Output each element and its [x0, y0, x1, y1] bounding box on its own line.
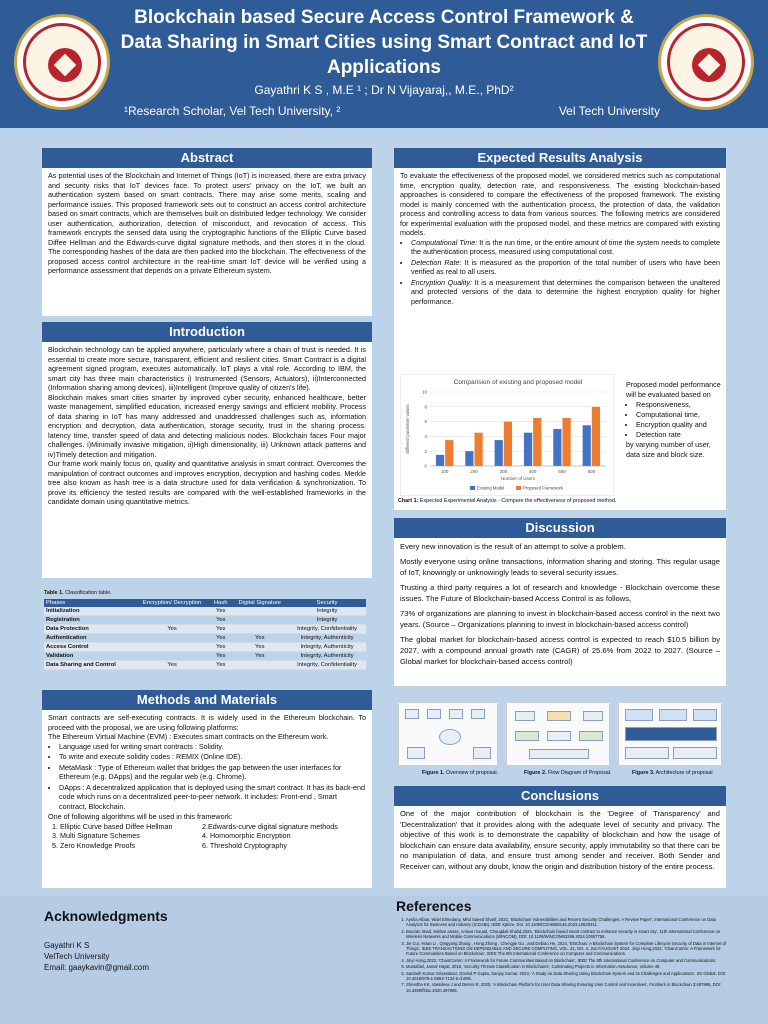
- bottom-band: [0, 896, 768, 1024]
- metric-detection-rate: • Detection Rate: It is measured as the proportion of the total number of users who have been verified as real to all users.: [411, 258, 720, 277]
- references-section: [396, 898, 728, 994]
- methods-bullet: • Language used for writing smart contracts : Solidity.: [59, 742, 366, 752]
- ack-line: Gayathri K S: [44, 941, 90, 950]
- table-cell: [134, 652, 210, 661]
- classification-table: [44, 599, 366, 670]
- abstract-text: As potential uses of the Blockchain and Internet of Things (IoT) is increased, there are extra privacy and security risks that IoT devices face. To protect users' privacy on the IoT, we built an authentication system based on smart contracts. There may arise some merits, scaling and performance issues. This proposed framework sets out to construct an access control architecture based on smart contracts, which are themselves built on distributed ledger technology. We consider user authentication, authorization, detection of misconduct, and revocation of access. This framework encrypts the sensed data using the cryptographic functions of the Elliptic Curve based Diffee Hellman and the Edwards-curve digital signature methods, and then stores it in the cloud. The corresponding hashes of the data are then packed into the blockchain. The effectiveness of the proposed access control architecture in the real-time smart IoT device will be verified using a performance assessment that depends on a private Ethereum system.: [48, 171, 366, 275]
- y-tick-label: 6: [424, 419, 427, 425]
- table-cell: Integrity, Confidentiality: [288, 625, 366, 634]
- figure-1-caption: Figure 1. Overview of proposal.: [422, 770, 499, 776]
- legend-swatch: [470, 486, 475, 490]
- table-cell: [231, 607, 288, 616]
- reference-item: 4. Jinyi Hong,2022, 'ChainComm: A Framework for Future Communities Based on Blockchain', IEEE The 8th International Conference on Computer and Communications.: [406, 958, 728, 963]
- table-cell: Yes: [210, 643, 231, 652]
- table-cell: Integrity, Confidentiality: [288, 661, 366, 670]
- methods-evm: The Ethereum Virtual Machine (EVM) : Executes smart contracts on the Ethereum work.: [48, 732, 329, 741]
- conclusions-text: One of the major contribution of blockchain is the 'Degree of Transparency' and 'Decentralization' that it provides along with the adequate level of security and privacy. The objective of this work is to demonstrate the capability of blockchain and how the usage of blockchain can ensure data availability, ensure security, apply immutability so that there can be no manipulation of data, and ensure trust among sender and receiver. Both Sender and Receiver can, without any doubt, know the origin and distribution history of the entire process.: [400, 809, 720, 871]
- table-cell: Data Protection: [44, 625, 134, 634]
- table-cell: [134, 607, 210, 616]
- figures-strip: [394, 700, 726, 780]
- table-cell: Integrity: [288, 607, 366, 616]
- table-header-cell: Hash: [210, 599, 231, 607]
- y-tick-label: 0: [424, 463, 427, 469]
- results-intro: To evaluate the effectiveness of the proposed model, we considered metrics such as computational time, encryption quality, detection rate, and responsiveness. The existing blockchain-based approaches is considered to compare the effectiveness of the proposed framework. The existing model is mainly concerned with the authentication process, the protection of data, the validation process and controlling access to data from various sources. The following metrics are considered for experimental evaluation with the proposed model, and these metrics are compared with existing models.: [400, 171, 720, 237]
- algorithm-item: 4. Homomorphic Encryption: [202, 831, 291, 840]
- bar-existing: [495, 440, 503, 466]
- algorithms-list: [48, 822, 366, 851]
- figure-3-caption: Figure 3. Architecture of proposal: [632, 770, 713, 776]
- legend-label: Proposed Framework: [523, 485, 564, 491]
- bar-existing: [436, 455, 444, 466]
- bar-existing: [553, 429, 561, 466]
- table-row: [44, 625, 366, 634]
- table-row: [44, 634, 366, 643]
- table-cell: [231, 616, 288, 625]
- introduction-heading: Introduction: [42, 322, 372, 342]
- table-header-cell: Digital Signature: [231, 599, 288, 607]
- discussion-heading: Discussion: [394, 518, 726, 538]
- x-tick-label: 100: [440, 469, 449, 474]
- table-cell: Access Control: [44, 643, 134, 652]
- table-cell: Registration: [44, 616, 134, 625]
- figure-2-flow-diagram: [506, 702, 610, 766]
- bar-existing: [524, 433, 532, 466]
- reference-item: 6. Santosh Kumar Srivastava!, Govind P Gupta, Sanjay Kumar, 2023, 'A Study on Data Sharing Using Blockchain System and its Challenges and Applications', IGI Global, DOI: 10.4018/978-1-6684-7132-6.ch006.: [406, 971, 728, 982]
- table-cell: Yes: [231, 652, 288, 661]
- algorithm-item: 2.Edwards-curve digital signature methods: [202, 821, 338, 831]
- discussion-paragraph: 73% of organizations are planning to invest in blockchain-based access control in the next two years. (Source – Organizations planning to invest in blockchain-based access control): [400, 609, 720, 629]
- bar-existing: [465, 451, 473, 466]
- x-tick-label: 200: [470, 469, 478, 474]
- table-cell: Integrity: [288, 616, 366, 625]
- methods-algorithms-intro: One of following algorithms will be used in this framework:: [48, 812, 233, 821]
- table-cell: Integrity, Authenticity: [288, 643, 366, 652]
- abstract-heading: Abstract: [42, 148, 372, 168]
- table-cell: Yes: [210, 607, 231, 616]
- bar-proposed: [533, 418, 541, 466]
- performance-outro: by varying number of user, data size and block size.: [626, 440, 711, 459]
- table-cell: Yes: [210, 625, 231, 634]
- reference-item: 3. Jie Cui, Yetao Li , Qingyang Zhang , Hong Zhong , Chengjie Gu , and Debiao He, 2024, 'EtsChain: A Blockchain System for Complete Lifecycle Security of Data in Internet of Things', IEEE TRANSACTIONS ON DEPENDABLE AND SECURE COMPUTING, VOL. 21, NO. 4, JULY/AUGUST 2024. Jinyi Hong,2022, 'ChainComm: A Framework for Future Communities Based on Blockchain', IEEE The 8th International Conference on Computer and Communications.: [406, 941, 728, 957]
- table-header-cell: Phases: [44, 599, 134, 607]
- affiliation-right: Vel Tech University: [558, 104, 660, 118]
- table-row: [44, 661, 366, 670]
- table-cell: [134, 643, 210, 652]
- table-cell: [231, 625, 288, 634]
- table-header-cell: Encryption/ Decryption: [134, 599, 210, 607]
- acknowledgments-section: [44, 908, 344, 973]
- table-cell: Yes: [231, 634, 288, 643]
- introduction-paragraph-1: Blockchain technology can be applied anywhere, particularly where a chain of trust is needed. It is essential to create more secure, transparent, efficient and resilient cities. Smart Contract is a digital agreement signed program, executes automatically. IoT plays a vital role. According to IBM, the smart city has three main characteristics i) Instrumented (Sensors, Actuators), ii)Interconnected (Information sharing among devices), iii)Intelligent (Improve quality of citizen's life).: [48, 345, 366, 392]
- university-logo-right: [658, 14, 754, 110]
- x-axis-label: Number of Users: [500, 476, 536, 481]
- chart-area: [400, 374, 614, 496]
- discussion-panel: [394, 518, 726, 686]
- abstract-panel: [42, 148, 372, 316]
- introduction-paragraph-3: Our frame work mainly focus on, quality and quantitative analysis in smart contract. Overcomes the manipulation of contract outcomes and improves encryption, decryption and hashing codes. Merkle tree also known as hash tree is a data structure used for data verification & synchronization. To prove its efficiency the tested results are compared with the well-established frameworks in the candidate domain using quantitative metrics.: [48, 459, 366, 506]
- results-panel: [394, 148, 726, 510]
- university-logo-left: [14, 14, 110, 110]
- bar-proposed: [475, 433, 483, 466]
- poster-title: Blockchain based Secure Access Control Framework & Data Sharing in Smart Cities using Smart Contract and IoT Applications: [120, 7, 648, 78]
- table-cell: [134, 616, 210, 625]
- algorithm-item: 6. Threshold Cryptography: [202, 840, 287, 850]
- bar-proposed: [563, 418, 571, 466]
- x-tick-label: 400: [528, 469, 537, 474]
- performance-intro: Proposed model performance will be evaluated based on: [626, 380, 721, 399]
- performance-bullet: • Encryption quality and: [636, 420, 722, 430]
- methods-bullet: • DApps : A decentralized application that is deployed using the smart contract. It has its back-end code which runs on a decentralized peer-to-peer network. It includes: Front-end , Smart contract, Blockchain.: [59, 783, 366, 812]
- metric-computational-time: • Computational Time: It is the run time, or the entire amount of time the system needs to complete the authentication process, measured using computational cost.: [411, 238, 720, 257]
- affiliation-left: ¹Research Scholar, Vel Tech University, ²: [124, 104, 341, 118]
- methods-panel: [42, 690, 372, 888]
- table-cell: Data Sharing and Control: [44, 661, 134, 670]
- legend-label: Existing Model: [477, 485, 505, 491]
- chart-title: Comparision of existing and proposed model: [453, 379, 583, 386]
- discussion-paragraph: Trusting a third party requires a lot of research and knowledge - Blockchain overcome these issues. The Future of Blockchain-based Access Control is as follows,: [400, 583, 720, 603]
- poster-authors: Gayathri K S , M.E ¹ ; Dr N Vijayaraj,, M.E., PhD²: [254, 83, 514, 97]
- table-cell: Yes: [210, 616, 231, 625]
- bar-proposed: [445, 440, 453, 466]
- table-row: [44, 643, 366, 652]
- table-cell: [231, 661, 288, 670]
- table-cell: Yes: [210, 634, 231, 643]
- methods-heading: Methods and Materials: [42, 690, 372, 710]
- chart-caption: Chart 1: Expected Experimental Analysis - Compare the effectiveness of proposed method.: [398, 498, 617, 504]
- reference-item: 5. Mustafasl, Jamal Hayat, 2018, 'Security Threats Classification in Blockchains', Culminating Projects in Information Assurance, Volume 48.: [406, 964, 728, 969]
- performance-bullet: • Detection rate: [636, 430, 722, 440]
- algorithm-item: 1. Elliptic Curve based Diffee Hellman: [52, 821, 173, 831]
- table-row: [44, 616, 366, 625]
- introduction-panel: [42, 322, 372, 578]
- conclusions-heading: Conclusions: [394, 786, 726, 806]
- reference-item: 1. Aysha Alfaar, Wael Elmedany, Mhd Saeed Sharif, 2023, 'Blockchain Vulnerabilities and Recent Security Challenges: A Review Paper', International Conference on Data Analytics for Business and Industry (ICDABI), IEEE Xplore, Doi: 10.1109/ICDABI60145.2023.10629311.: [406, 917, 728, 928]
- results-heading: Expected Results Analysis: [394, 148, 726, 168]
- table-cell: Yes: [134, 661, 210, 670]
- y-tick-label: 10: [421, 389, 427, 395]
- table-cell: Initialization: [44, 607, 134, 616]
- table-cell: Authentication: [44, 634, 134, 643]
- algorithm-item: 5. Zero Knowledge Proofs: [52, 840, 136, 850]
- x-tick-label: 300: [499, 469, 508, 474]
- figure-1-overview-diagram: [398, 702, 498, 766]
- bar-existing: [583, 425, 591, 466]
- x-tick-label: 600: [587, 469, 596, 474]
- table-cell: Integrity, Authenticity: [288, 634, 366, 643]
- discussion-paragraph: The global market for blockchain-based access control is expected to reach $10.5 billion by 2027, with a compound annual growth rate (CAGR) of 25.6% from 2022 to 2027. (Source – Global market for blockchain-based access control): [400, 635, 720, 666]
- classification-table-block: [44, 590, 370, 670]
- table-row: [44, 607, 366, 616]
- table-cell: Yes: [134, 625, 210, 634]
- performance-sidebar: [626, 380, 722, 460]
- references-heading: References: [396, 898, 472, 914]
- figure-3-architecture-diagram: [618, 702, 722, 766]
- reference-item: 2. Bourian Imad, Sekkar anass, Anisus mouad, Chougdali Khalid,2024, 'Blockchain based smart contract to enhance security in smart city', 11th International Conference on Wireless Networks and Mobile Communications (WINCOM), DOI: 10.1109/WINCOM62286.2024.10657758.: [406, 929, 728, 940]
- discussion-paragraph: Every new innovation is the result of an attempt to solve a problem.: [400, 542, 626, 551]
- y-tick-label: 2: [424, 448, 427, 454]
- discussion-paragraph: Mostly everyone using online transactions, information sharing and storing. This regular usage of IoT, knowingly or unknowingly leads to several security issues.: [400, 557, 720, 577]
- table-cell: Yes: [210, 661, 231, 670]
- performance-bullet: • Computational time,: [636, 410, 722, 420]
- legend-swatch: [516, 486, 521, 490]
- methods-bullet: • To write and execute solidity codes : REMIX (Online IDE).: [59, 752, 366, 762]
- bar-proposed: [504, 422, 512, 466]
- table-cell: Yes: [210, 652, 231, 661]
- table-row: [44, 652, 366, 661]
- y-tick-label: 4: [424, 434, 427, 439]
- figure-2-caption: Figure 2. Flow Diagram of Proposal.: [524, 770, 612, 776]
- methods-bullet: • MetaMask : Type of Ethereum wallet that bridges the gap between the user interfaces for Ethereum (e.g. DApps) and the regular web (e.g. Chrome).: [59, 763, 366, 782]
- introduction-paragraph-2: Blockchain makes smart cities smarter by improved cyber security, enhanced healthcare, better waste management, simplified education, increased energy savings and efficient mobility. Process of data sharing in IoT has many addressed and unaddressed challenges such as, information encryption and decryption, data authentication, storage security, trust in the sharing process. latency time, transfer speed of data and detecting malicious nodes. Blockchain faces Four major challenges. i)Minimally invasive mitigation, ii)High dimensionality, iii) Unknown attack patterns and iv)Timely detection and mitigation.: [48, 392, 366, 459]
- bar-proposed: [592, 407, 600, 466]
- conclusions-panel: [394, 786, 726, 888]
- table-cell: [134, 634, 210, 643]
- table-cell: Integrity, Authenticity: [288, 652, 366, 661]
- comparison-bar-chart: [400, 374, 614, 496]
- algorithm-item: 3. Multi Signature Schemes: [52, 831, 140, 840]
- table-caption: Table 1. Classification table.: [44, 590, 112, 596]
- x-tick-label: 500: [558, 469, 566, 474]
- poster-header: [0, 0, 768, 128]
- performance-bullet: • Responsiveness,: [636, 400, 722, 410]
- y-axis-label: Different parameter values: [405, 404, 410, 454]
- table-cell: Yes: [231, 643, 288, 652]
- table-header-cell: Security: [288, 599, 366, 607]
- table-cell: Validation: [44, 652, 134, 661]
- ack-email: Email: gaaykavin@gmail.com: [44, 963, 150, 972]
- acknowledgments-heading: Acknowledgments: [44, 908, 168, 924]
- reference-item: 7. Shrestha KK, Vassileva J and Deters R, 2020, 'A Blockchain Platform for User Data Sharing Ensuring User Control and Incentives', Frontiers in Blockchain 3:497985, DOI: 10.3389/fbloc.2020.497985.: [406, 982, 728, 993]
- ack-line: VelTech University: [44, 952, 110, 961]
- y-tick-label: 8: [424, 404, 427, 410]
- methods-intro: Smart contracts are self-executing contracts. It is widely used in the Ethereum blockchain. To proceed with the proposal, we are using following platforms:: [48, 713, 366, 732]
- metric-encryption-quality: • Encryption Quality: It is a measurement that determines the comparison between the unaltered and protected versions of the data to determine the highest encryption quality for higher performance.: [411, 278, 720, 307]
